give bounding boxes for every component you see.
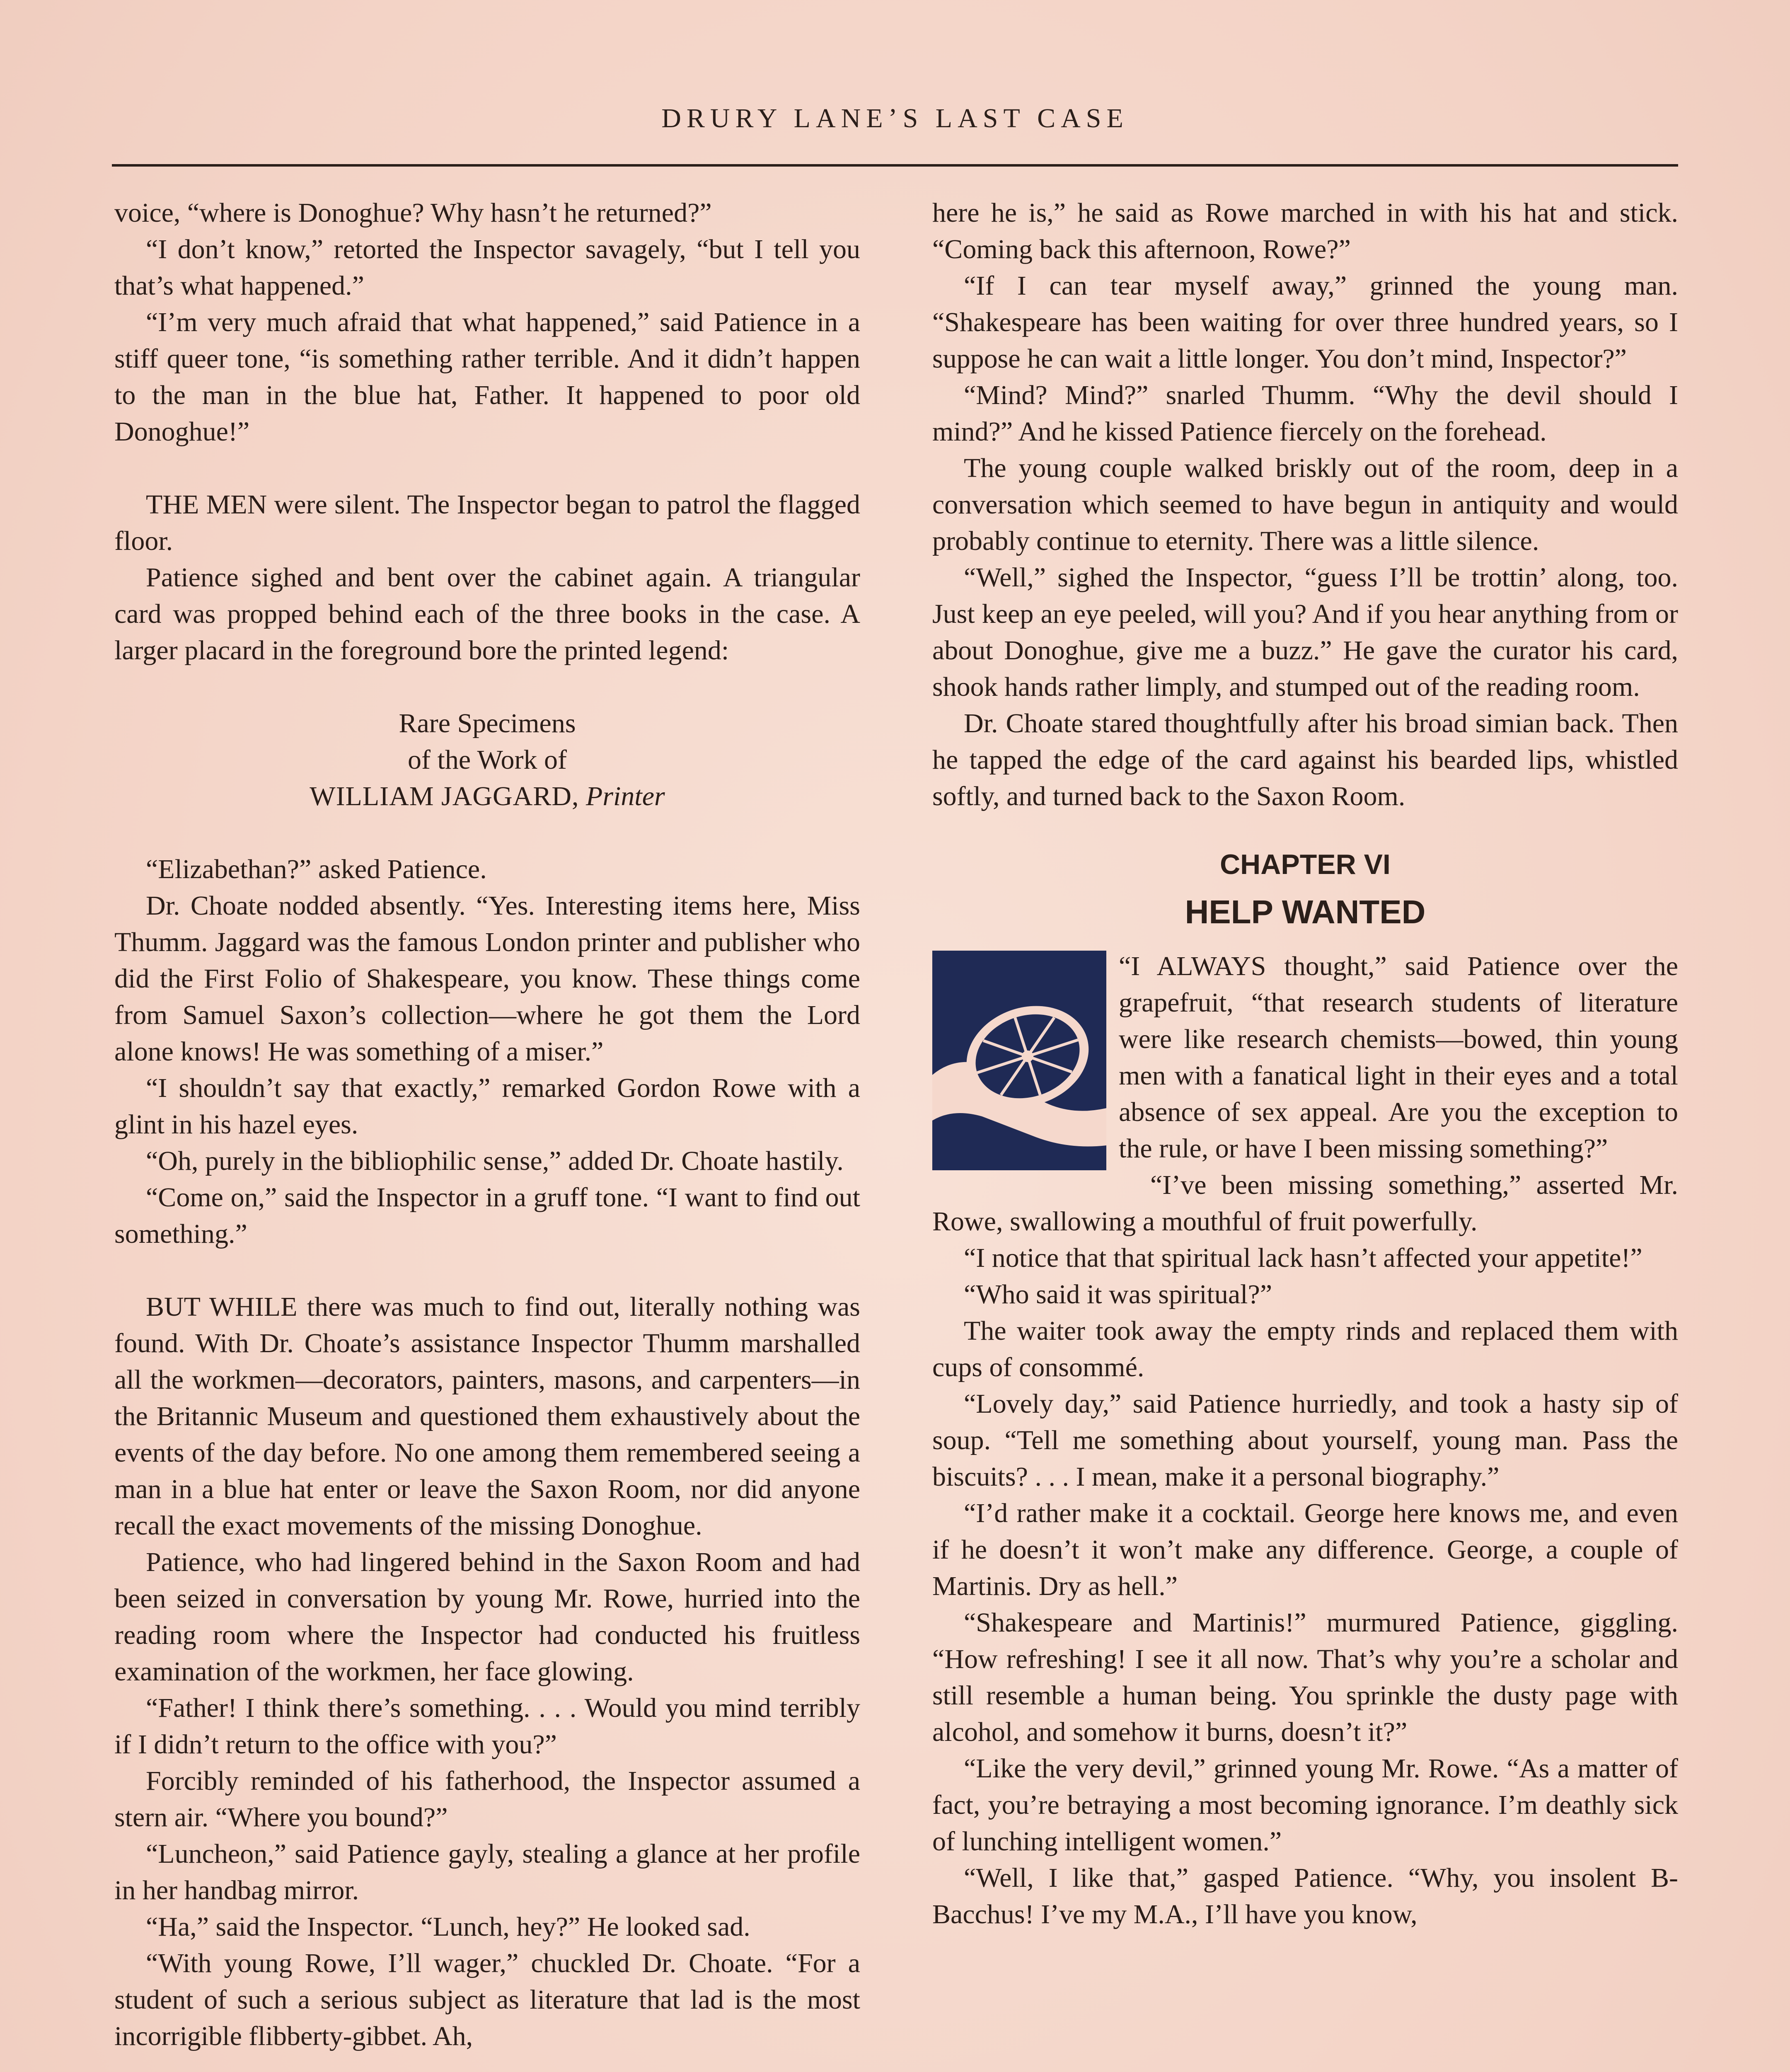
paragraph: “Luncheon,” said Patience gayly, stealing a glance at her profile in her handbag mirror. <box>114 1839 860 1905</box>
chapter-number: CHAPTER VI <box>1220 849 1391 880</box>
paragraph: THE MEN were silent. The Inspector began to patrol the flagged floor. <box>114 489 860 556</box>
paragraph: here he is,” he said as Rowe marched in with his hat and stick. “Coming back this afternoon, Rowe?” <box>932 198 1678 264</box>
paragraph: “If I can tear myself away,” grinned the young man. “Shakespeare has been waiting for over three hundred years, so I suppose he can wait a little longer. You don’t mind, Inspector?” <box>932 271 1678 374</box>
paragraph: “Ha,” said the Inspector. “Lunch, hey?” He looked sad. <box>146 1912 750 1942</box>
paragraph: “Mind? Mind?” snarled Thumm. “Why the devil should I mind?” And he kissed Patience fiercely on the forehead. <box>932 380 1678 447</box>
paragraph: Patience, who had lingered behind in the Saxon Room and had been seized in conversation by young Mr. Rowe, hurried into the reading room where the Inspector had conducted his fruitless examination of the workmen, her face glowing. <box>114 1547 860 1687</box>
header-rule <box>112 164 1678 167</box>
paragraph: “I notice that that spiritual lack hasn’t affected your appetite!” <box>964 1243 1642 1273</box>
paragraph: voice, “where is Donoghue? Why hasn’t he returned?” <box>114 198 712 228</box>
paragraph: “I’ve been missing something,” asserted Mr. Rowe, swallowing a mouthful of fruit powerfully. <box>932 1170 1678 1237</box>
placard-printer-name: WILLIAM JAGGARD, <box>310 781 579 811</box>
paragraph: BUT WHILE there was much to find out, literally nothing was found. With Dr. Choate’s assistance Inspector Thumm marshalled all the workmen—decorators, painters, masons, and carpenters—in the Britannic Museum and questioned them exhaustively about the events of the day before. No one among them remembered seeing a man in a blue hat enter or leave the Saxon Room, nor did anyone recall the exact movements of the missing Donoghue. <box>114 1292 860 1541</box>
placard-line-2: of the Work of <box>408 745 567 775</box>
chapter-title: HELP WANTED <box>1185 893 1426 930</box>
right-column <box>932 195 1678 1933</box>
paragraph: “I’m very much afraid that what happened,” said Patience in a stiff queer tone, “is something rather terrible. And it didn’t happen to the man in the blue hat, Father. It happened to poor old Donoghue!” <box>114 307 860 447</box>
paragraph: “Shakespeare and Martinis!” murmured Patience, giggling. “How refreshing! I see it all now. That’s why you’re a scholar and still resemble a human being. You sprinkle the dusty page with alcohol, and somehow it burns, doesn’t it?” <box>932 1607 1678 1747</box>
right-text-block <box>932 195 1678 815</box>
paragraph: Dr. Choate stared thoughtfully after his broad simian back. Then he tapped the edge of the card against his bearded lips, whistled softly, and turned back to the Saxon Room. <box>932 708 1678 811</box>
paragraph: “Who said it was spiritual?” <box>964 1279 1272 1310</box>
paragraph: “I don’t know,” retorted the Inspector savagely, “but I tell you that’s what happened.” <box>114 234 860 301</box>
paragraph: “With young Rowe, I’ll wager,” chuckled Dr. Choate. “For a student of such a serious subject as literature that lad is the most incorrigible flibberty-gibbet. Ah, <box>114 1948 860 2051</box>
paragraph: “I’d rather make it a cocktail. George here knows me, and even if he doesn’t it won’t make any difference. George, a couple of Martinis. Dry as hell.” <box>932 1498 1678 1601</box>
left-text-block-2 <box>114 851 860 2055</box>
paragraph: “Lovely day,” said Patience hurriedly, and took a hasty sip of soup. “Tell me something about yourself, young man. Pass the biscuits? . . . I mean, make it a personal biography.” <box>932 1389 1678 1492</box>
paragraph: Dr. Choate nodded absently. “Yes. Interesting items here, Miss Thumm. Jaggard was the famous London printer and publisher who did the First Folio of Shakespeare, you know. These things come from Samuel Saxon’s collection—where he got them the Lord alone knows! He was something of a miser.” <box>114 891 860 1067</box>
placard-legend <box>114 705 860 815</box>
placard-printer-role: Printer <box>586 781 665 811</box>
paragraph: “Father! I think there’s something. . . . Would you mind terribly if I didn’t return to the office with you?” <box>114 1693 860 1760</box>
paragraph: “Well,” sighed the Inspector, “guess I’ll be trottin’ along, too. Just keep an eye peeled, will you? And if you hear anything from or about Donoghue, give me a buzz.” He gave the curator his card, shook hands rather limply, and stumped out of the reading room. <box>932 562 1678 702</box>
paragraph: “Elizabethan?” asked Patience. <box>146 854 487 884</box>
paragraph: “Well, I like that,” gasped Patience. “Why, you insolent B-Bacchus! I’ve my M.A., I’ll have you know, <box>932 1863 1678 1929</box>
paragraph: “I shouldn’t say that exactly,” remarked Gordon Rowe with a glint in his hazel eyes. <box>114 1073 860 1140</box>
paragraph: “Oh, purely in the bibliophilic sense,” added Dr. Choate hastily. <box>146 1146 844 1176</box>
paragraph: The young couple walked briskly out of the room, deep in a conversation which seemed to have begun in antiquity and would probably continue to eternity. There was a little silence. <box>932 453 1678 556</box>
running-head: DRURY LANE’S LAST CASE <box>661 103 1129 133</box>
paragraph: Patience sighed and bent over the cabinet again. A triangular card was propped behind each of the three books in the case. A larger placard in the foreground bore the printed legend: <box>114 562 860 666</box>
paragraph: “Come on,” said the Inspector in a gruff tone. “I want to find out something.” <box>114 1182 860 1249</box>
grapefruit-half-icon <box>932 951 1106 1170</box>
paragraph: The waiter took away the empty rinds and replaced them with cups of consommé. <box>932 1316 1678 1382</box>
placard-line-1: Rare Specimens <box>399 708 576 738</box>
paragraph: “I ALWAYS thought,” said Patience over the grapefruit, “that research students of literature were like research chemists—bowed, thin young men with a fanatical light in their eyes and a total absence of sex appeal. Are you the exception to the rule, or have I been missing something?” <box>1119 951 1678 1164</box>
grapefruit-core <box>1022 1051 1033 1062</box>
paragraph: Forcibly reminded of his fatherhood, the Inspector assumed a stern air. “Where you bound?” <box>114 1766 860 1832</box>
left-column <box>114 195 860 2055</box>
placard-line-3 <box>114 778 860 815</box>
left-text-block-1 <box>114 195 860 669</box>
paragraph: “Like the very devil,” grinned young Mr. Rowe. “As a matter of fact, you’re betraying a most becoming ignorance. I’m deathly sick of lunching intelligent women.” <box>932 1753 1678 1857</box>
